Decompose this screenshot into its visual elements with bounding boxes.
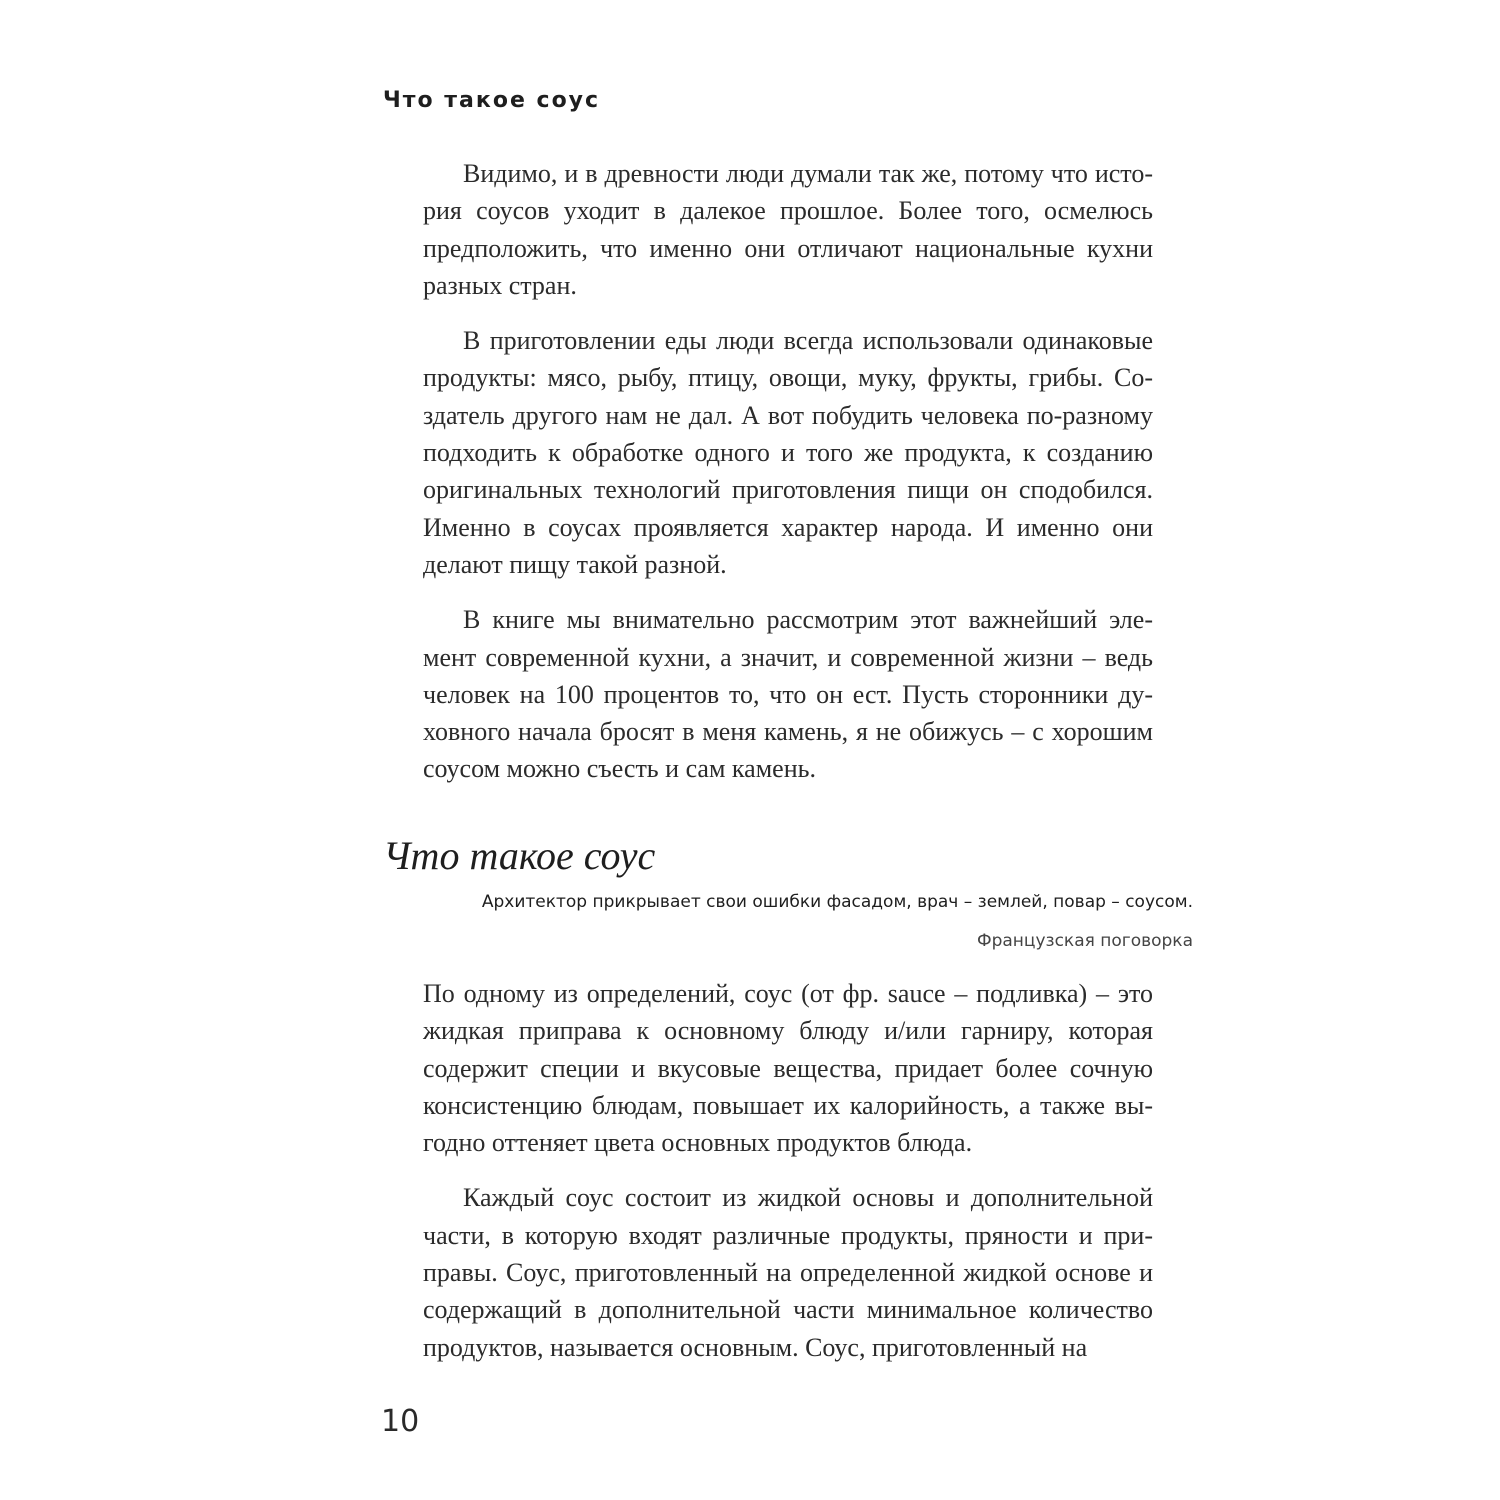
paragraph: В приготовлении еды люди всегда использовали одинаковые продукты: мясо, рыбу, птицу, овощи, муку, фрукты, грибы. Создатель другого нам не дал. А вот побудить человека по-разному подходить к обработке одного и того же продукта, к созданию оригинальных технологий приготовления пищи он сподобился. Именно в соусах проявляется характер народа. И именно они делают пищу такой разной. xyxy=(423,326,1153,579)
paragraph: По одному из определений, соус (от фр. sauce – подливка) – это жидкая приправа к основному блюду и/или гарниру, которая содержит специи и вкусовые вещества, придает более сочную консистенцию блюдам, повышает их калорийность, а также выгодно оттеняет цвета основных продуктов блюда. xyxy=(423,979,1153,1158)
epigraph-quote: Архитектор прикрывает свои ошибки фасадом, врач – землей, повар – соусом. xyxy=(481,892,1193,912)
running-head: Что такое соус xyxy=(383,88,601,113)
paragraph: Видимо, и в древности люди думали так же, потому что история соусов уходит в далекое прошлое. Более того, осмелюсь предположить, что именно они отличают национальные кухни разных стран. xyxy=(423,159,1153,300)
section-text-block xyxy=(423,975,1153,1366)
section-title: Что такое соус xyxy=(383,833,656,878)
page-number: 10 xyxy=(381,1404,420,1439)
paragraph: В книге мы внимательно рассмотрим этот важнейший элемент современной кухни, а значит, и современной жизни – ведь человек на 100 процентов то, что он ест. Пусть сторонники духовного начала бросят в меня камень, я не обижусь – с хорошим соусом можно съесть и сам камень. xyxy=(423,605,1153,784)
intro-text-block xyxy=(423,155,1153,788)
epigraph-source: Французская поговорка xyxy=(976,931,1193,951)
epigraph xyxy=(482,889,1193,954)
paragraph: Каждый соус состоит из жидкой основы и дополнительной части, в которую входят различные продукты, пряности и приправы. Соус, приготовленный на определенной жидкой основе и содержащий в дополнительной части минимальное количество продуктов, называется основным. Соус, приготовленный на xyxy=(423,1183,1153,1362)
